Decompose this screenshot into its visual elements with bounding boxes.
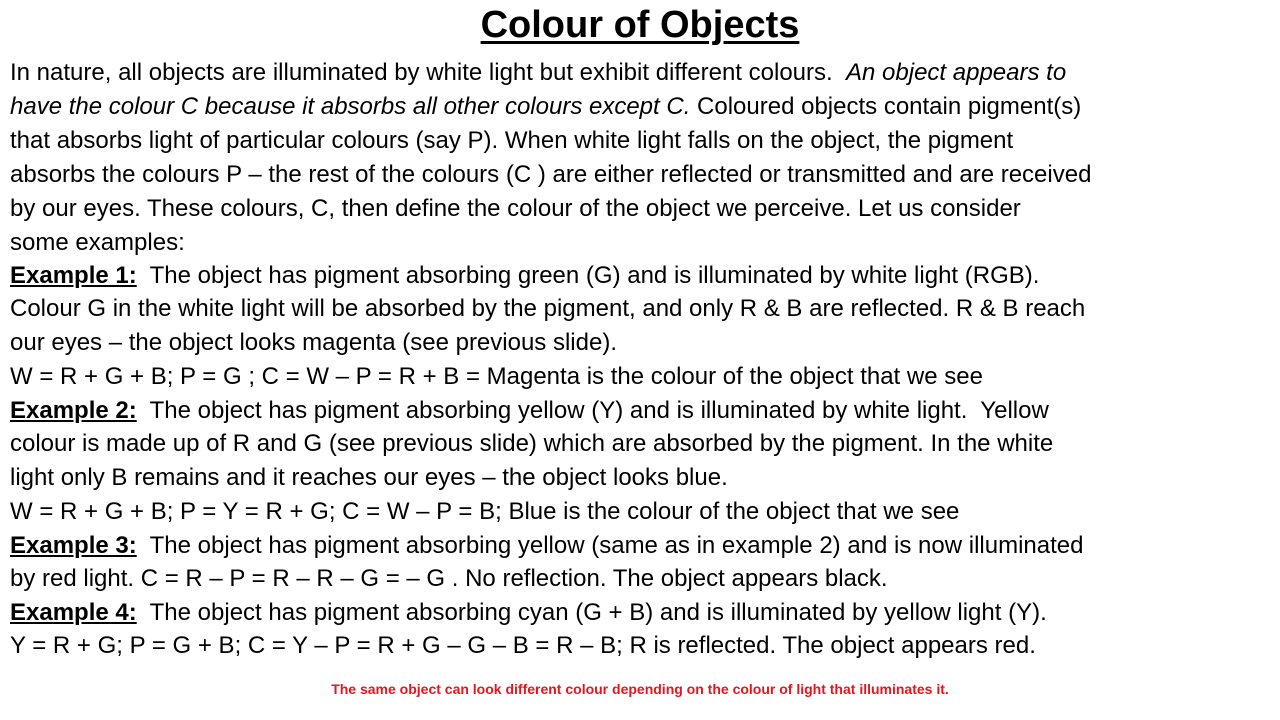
example-3-line-2: by red light. C = R – P = R – R – G = – G . No reflection. The object appears black. [10, 565, 888, 592]
example-2-line-3: light only B remains and it reaches our eyes – the object looks blue. [10, 464, 728, 491]
intro-line-2 [10, 92, 1081, 122]
example-1-equation: W = R + G + B; P = G ; C = W – P = R + B = Magenta is the colour of the object that we see [10, 363, 983, 390]
intro-line-1 [10, 58, 1066, 88]
example-1-line-1-text: The object has pigment absorbing green (G) and is illuminated by white light (RGB). [136, 262, 1040, 289]
intro-line-5: by our eyes. These colours, C, then define the colour of the object we perceive. Let us consider [10, 195, 1021, 222]
example-4-label: Example 4: [10, 599, 137, 626]
example-2-equation: W = R + G + B; P = Y = R + G; C = W – P = B; Blue is the colour of the object that we see [10, 498, 960, 525]
example-1-line-1 [10, 261, 1039, 291]
example-4-line-1 [10, 598, 1047, 628]
slide-title-text: Colour of Objects [480, 4, 800, 46]
example-2-label: Example 2: [10, 397, 137, 424]
example-1-line-3: our eyes – the object looks magenta (see previous slide). [10, 329, 617, 356]
example-3-line-1-text: The object has pigment absorbing yellow (same as in example 2) and is now illuminated [136, 532, 1084, 559]
example-1-label: Example 1: [10, 262, 137, 289]
intro-line-2-text: Coloured objects contain pigment(s) [690, 93, 1082, 120]
example-4-line-1-text: The object has pigment absorbing cyan (G + B) and is illuminated by yellow light (Y). [136, 599, 1047, 626]
example-4-equation: Y = R + G; P = G + B; C = Y – P = R + G – G – B = R – B; R is reflected. The object appears red. [10, 632, 1036, 659]
intro-line-2-italic: have the colour C because it absorbs all other colours except C. [10, 93, 691, 120]
example-2-line-2: colour is made up of R and G (see previous slide) which are absorbed by the pigment. In the white [10, 430, 1054, 457]
example-1-line-2: Colour G in the white light will be absorbed by the pigment, and only R & B are reflected. R & B reach [10, 295, 1086, 322]
intro-line-1-text: In nature, all objects are illuminated by white light but exhibit different colours. [10, 59, 847, 86]
example-2-line-1-text: The object has pigment absorbing yellow (Y) and is illuminated by white light. Yellow [136, 397, 1049, 424]
conclusion-text: The same object can look different colour depending on the colour of light that illuminates it. [331, 681, 949, 697]
example-3-label: Example 3: [10, 532, 137, 559]
intro-line-1-italic: An object appears to [846, 59, 1067, 86]
intro-line-3: that absorbs light of particular colours (say P). When white light falls on the object, the pigment [10, 127, 1014, 154]
intro-line-4: absorbs the colours P – the rest of the colours (C ) are either reflected or transmitted and are received [10, 161, 1092, 188]
example-3-line-1 [10, 531, 1083, 561]
example-2-line-1 [10, 396, 1049, 426]
intro-line-6: some examples: [10, 229, 185, 256]
slide-title [0, 2, 1280, 48]
